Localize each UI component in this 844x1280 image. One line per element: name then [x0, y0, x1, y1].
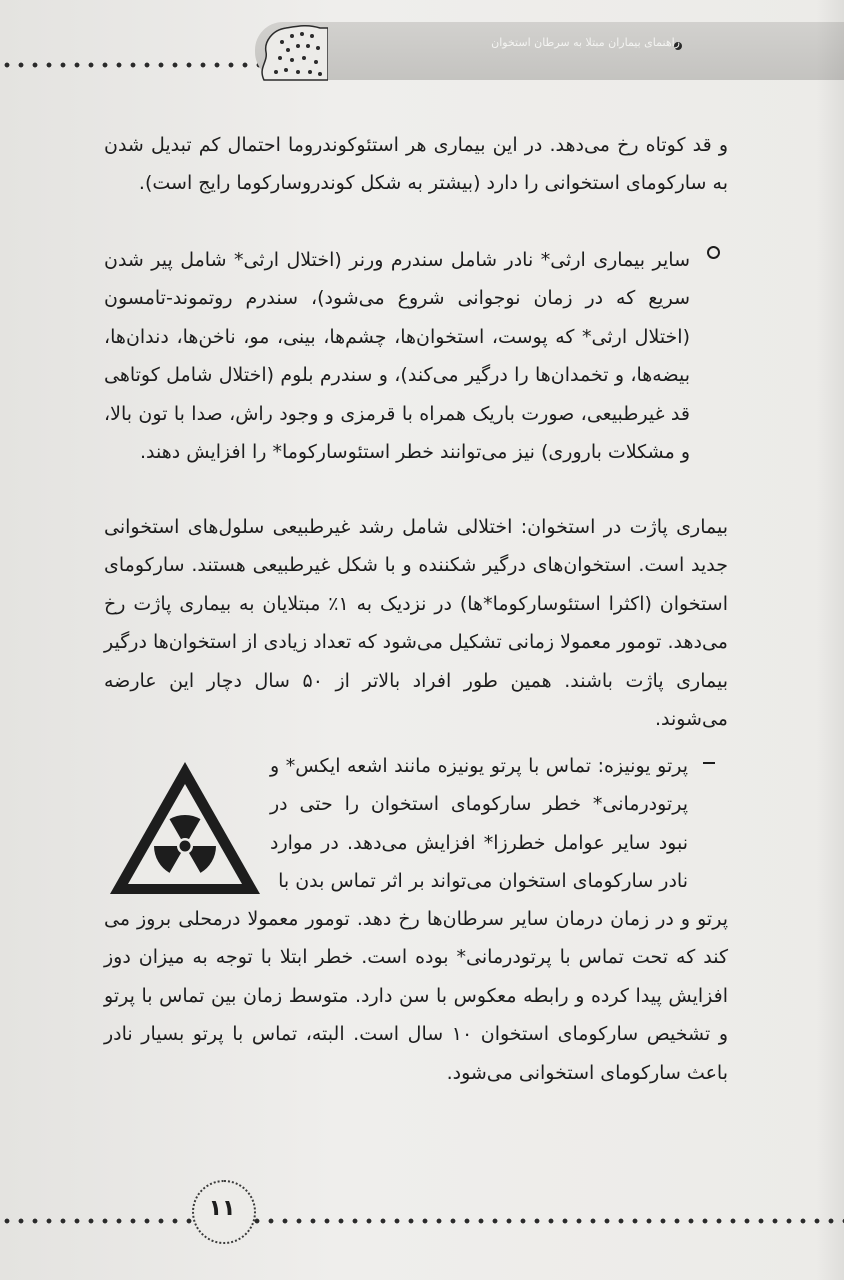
header-ornament-icon — [258, 22, 328, 84]
page-edge-shadow — [816, 0, 844, 1280]
paragraph-radiation-continued: پرتو و در زمان درمان سایر سرطان‌ها رخ دهد. تومور معمولا درمحلی بروز می کند که تحت تماس با پرتودرمانی* بوده است. خطر ابتلا با توجه به میزان دوز افزایش پیدا کرده و رابطه معکوس با سن دارد. متوسط زمان بین تماس با پرتو و تشخیص سارکومای استخوان ۱۰ سال است. البته، تماس با پرتو بسیار نادر باعث سارکومای استخوانی می‌شود. — [104, 908, 728, 1084]
page-number: ۱۱ — [208, 1196, 236, 1221]
bullet-dash-icon — [703, 762, 715, 764]
footer-dotted-line-left — [0, 1216, 200, 1226]
bullet-item-hereditary: سایر بیماری ارثی* نادر شامل سندرم ورنر (اختلال ارثی* شامل پیر شدن سریع که در زمان نوجوانی شروع می‌شود)، سندرم روتموند-تامسون (اختلال ارثی* که پوست، استخوان‌ها، چشم‌ها، بینی، مو، ناخن‌ها، دندان‌ها، بیضه‌ها، و تخمدان‌ها را درگیر می‌کند)، و سندرم بلوم (اختلال شامل کوتاهی قد غیرطبیعی، صورت باریک همراه با قرمزی و وجود راش، صدا با تون بالا، و مشکلات باروری) نیز می‌توانند خطر استئوسارکوما* را افزایش دهند. — [104, 249, 690, 464]
header-dotted-line — [0, 60, 260, 70]
footer-dotted-line-right — [250, 1216, 844, 1226]
running-header-title: راهنمای بیماران مبتلا به سرطان استخوان — [491, 36, 680, 49]
bullet-item-radiation: پرتو یونیزه: تماس با پرتو یونیزه مانند اشعه ایکس* و پرتودرمانی* خطر سارکومای استخوان را حتی در نبود سایر عوامل خطرزا* افزایش می‌دهد. در موارد نادر سارکومای استخوان می‌تواند بر اثر تماس بدن با — [270, 755, 688, 893]
paragraph-1: و قد کوتاه رخ می‌دهد. در این بیماری هر استئوکوندروما احتمال کم تبدیل شدن به سارکومای استخوانی را دارد (بیشتر به شکل کوندروسارکوما رایج است). — [104, 134, 728, 195]
paragraph-paget: بیماری پاژت در استخوان: اختلالی شامل رشد غیرطبیعی سلول‌های استخوانی جدید است. استخوان‌های درگیر شکننده و با شکل غیرطبیعی هستند. سارکومای استخوان (اکثرا استئوسارکوما*ها) در نزدیک به ۱٪ مبتلایان به بیماری پاژت رخ می‌دهد. تومور معمولا زمانی تشکیل می‌شود که تعداد زیادی از استخوان‌ها درگیر بیماری پاژت باشند. همین طور افراد بالاتر از ۵۰ سال دچار این عارضه می‌شوند. — [104, 516, 729, 731]
radiation-hazard-icon — [106, 758, 264, 898]
bullet-circle-icon — [707, 246, 720, 259]
